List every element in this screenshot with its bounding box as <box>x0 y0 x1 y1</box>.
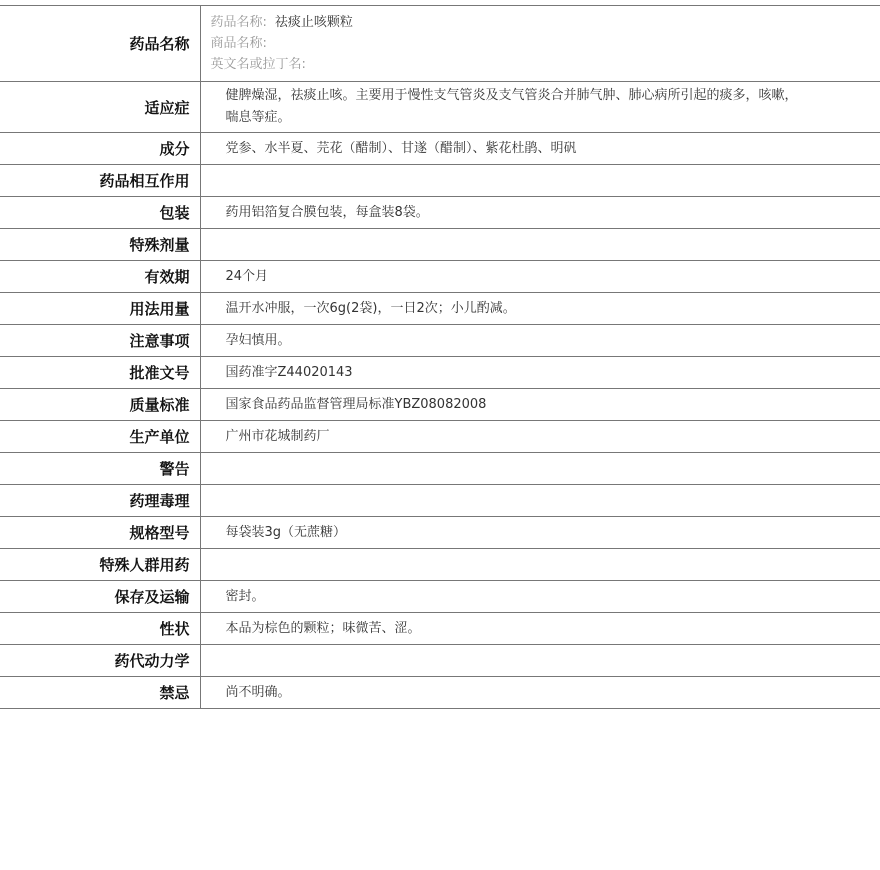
row-value: 本品为棕色的颗粒；味微苦、涩。 <box>200 613 880 645</box>
row-label: 特殊剂量 <box>0 229 200 261</box>
row-value: 药用铝箔复合膜包装，每盒装8袋。 <box>200 197 880 229</box>
row-value <box>200 229 880 261</box>
generic-name-line <box>211 12 801 33</box>
drug-name-label: 药品名称 <box>0 6 200 82</box>
special-dosage-row <box>0 229 880 261</box>
row-value: 密封。 <box>200 581 880 613</box>
pharmacokinetics-row <box>0 645 880 677</box>
row-label: 批准文号 <box>0 357 200 389</box>
row-label: 禁忌 <box>0 677 200 709</box>
row-label: 有效期 <box>0 261 200 293</box>
row-label: 质量标准 <box>0 389 200 421</box>
special-population-row <box>0 549 880 581</box>
ingredients-row <box>0 133 880 165</box>
row-label: 药理毒理 <box>0 485 200 517</box>
quality-standard-row <box>0 389 880 421</box>
row-value: 温开水冲服，一次6g(2袋)，一日2次；小儿酌减。 <box>200 293 880 325</box>
row-value: 国家食品药品监督管理局标准YBZ08082008 <box>200 389 880 421</box>
row-label: 用法用量 <box>0 293 200 325</box>
row-label: 适应症 <box>0 82 200 133</box>
row-value: 孕妇慎用。 <box>200 325 880 357</box>
drug-info-sheet <box>0 5 880 709</box>
row-label: 注意事项 <box>0 325 200 357</box>
row-value: 24个月 <box>200 261 880 293</box>
row-value: 尚不明确。 <box>200 677 880 709</box>
row-value: 每袋装3g（无蔗糖） <box>200 517 880 549</box>
usage-row <box>0 293 880 325</box>
warning-row <box>0 453 880 485</box>
row-value: 党参、水半夏、芫花（醋制）、甘遂（醋制）、紫花杜鹃、明矾 <box>200 133 880 165</box>
row-label: 生产单位 <box>0 421 200 453</box>
pharmacology-row <box>0 485 880 517</box>
generic-name-value: 祛痰止咳颗粒 <box>274 15 353 30</box>
trade-name-label: 商品名称: <box>210 36 267 51</box>
drug-info-table <box>0 5 880 709</box>
row-value: 广州市花城制药厂 <box>200 421 880 453</box>
row-label: 药代动力学 <box>0 645 200 677</box>
row-label: 规格型号 <box>0 517 200 549</box>
shelf-life-row <box>0 261 880 293</box>
row-label: 警告 <box>0 453 200 485</box>
drug-name-cell <box>200 6 880 82</box>
row-label: 特殊人群用药 <box>0 549 200 581</box>
row-label: 保存及运输 <box>0 581 200 613</box>
row-value <box>200 645 880 677</box>
storage-row <box>0 581 880 613</box>
packaging-row <box>0 197 880 229</box>
specification-row <box>0 517 880 549</box>
row-label: 包装 <box>0 197 200 229</box>
approval-number-row <box>0 357 880 389</box>
row-value: 健脾燥湿，祛痰止咳。主要用于慢性支气管炎及支气管炎合并肺气肿、肺心病所引起的痰多，咳嗽，喘息等症。 <box>200 82 880 133</box>
manufacturer-row <box>0 421 880 453</box>
precautions-row <box>0 325 880 357</box>
generic-name-label: 药品名称: <box>210 15 267 30</box>
contraindications-row <box>0 677 880 709</box>
row-value <box>200 453 880 485</box>
row-value: 国药准字Z44020143 <box>200 357 880 389</box>
row-value <box>200 485 880 517</box>
interactions-row <box>0 165 880 197</box>
row-value <box>200 549 880 581</box>
drug-name-row <box>0 6 880 82</box>
indication-row <box>0 82 880 133</box>
row-label: 性状 <box>0 613 200 645</box>
row-label: 成分 <box>0 133 200 165</box>
english-name-label: 英文名或拉丁名: <box>210 57 306 72</box>
row-value <box>200 165 880 197</box>
row-label: 药品相互作用 <box>0 165 200 197</box>
description-row <box>0 613 880 645</box>
